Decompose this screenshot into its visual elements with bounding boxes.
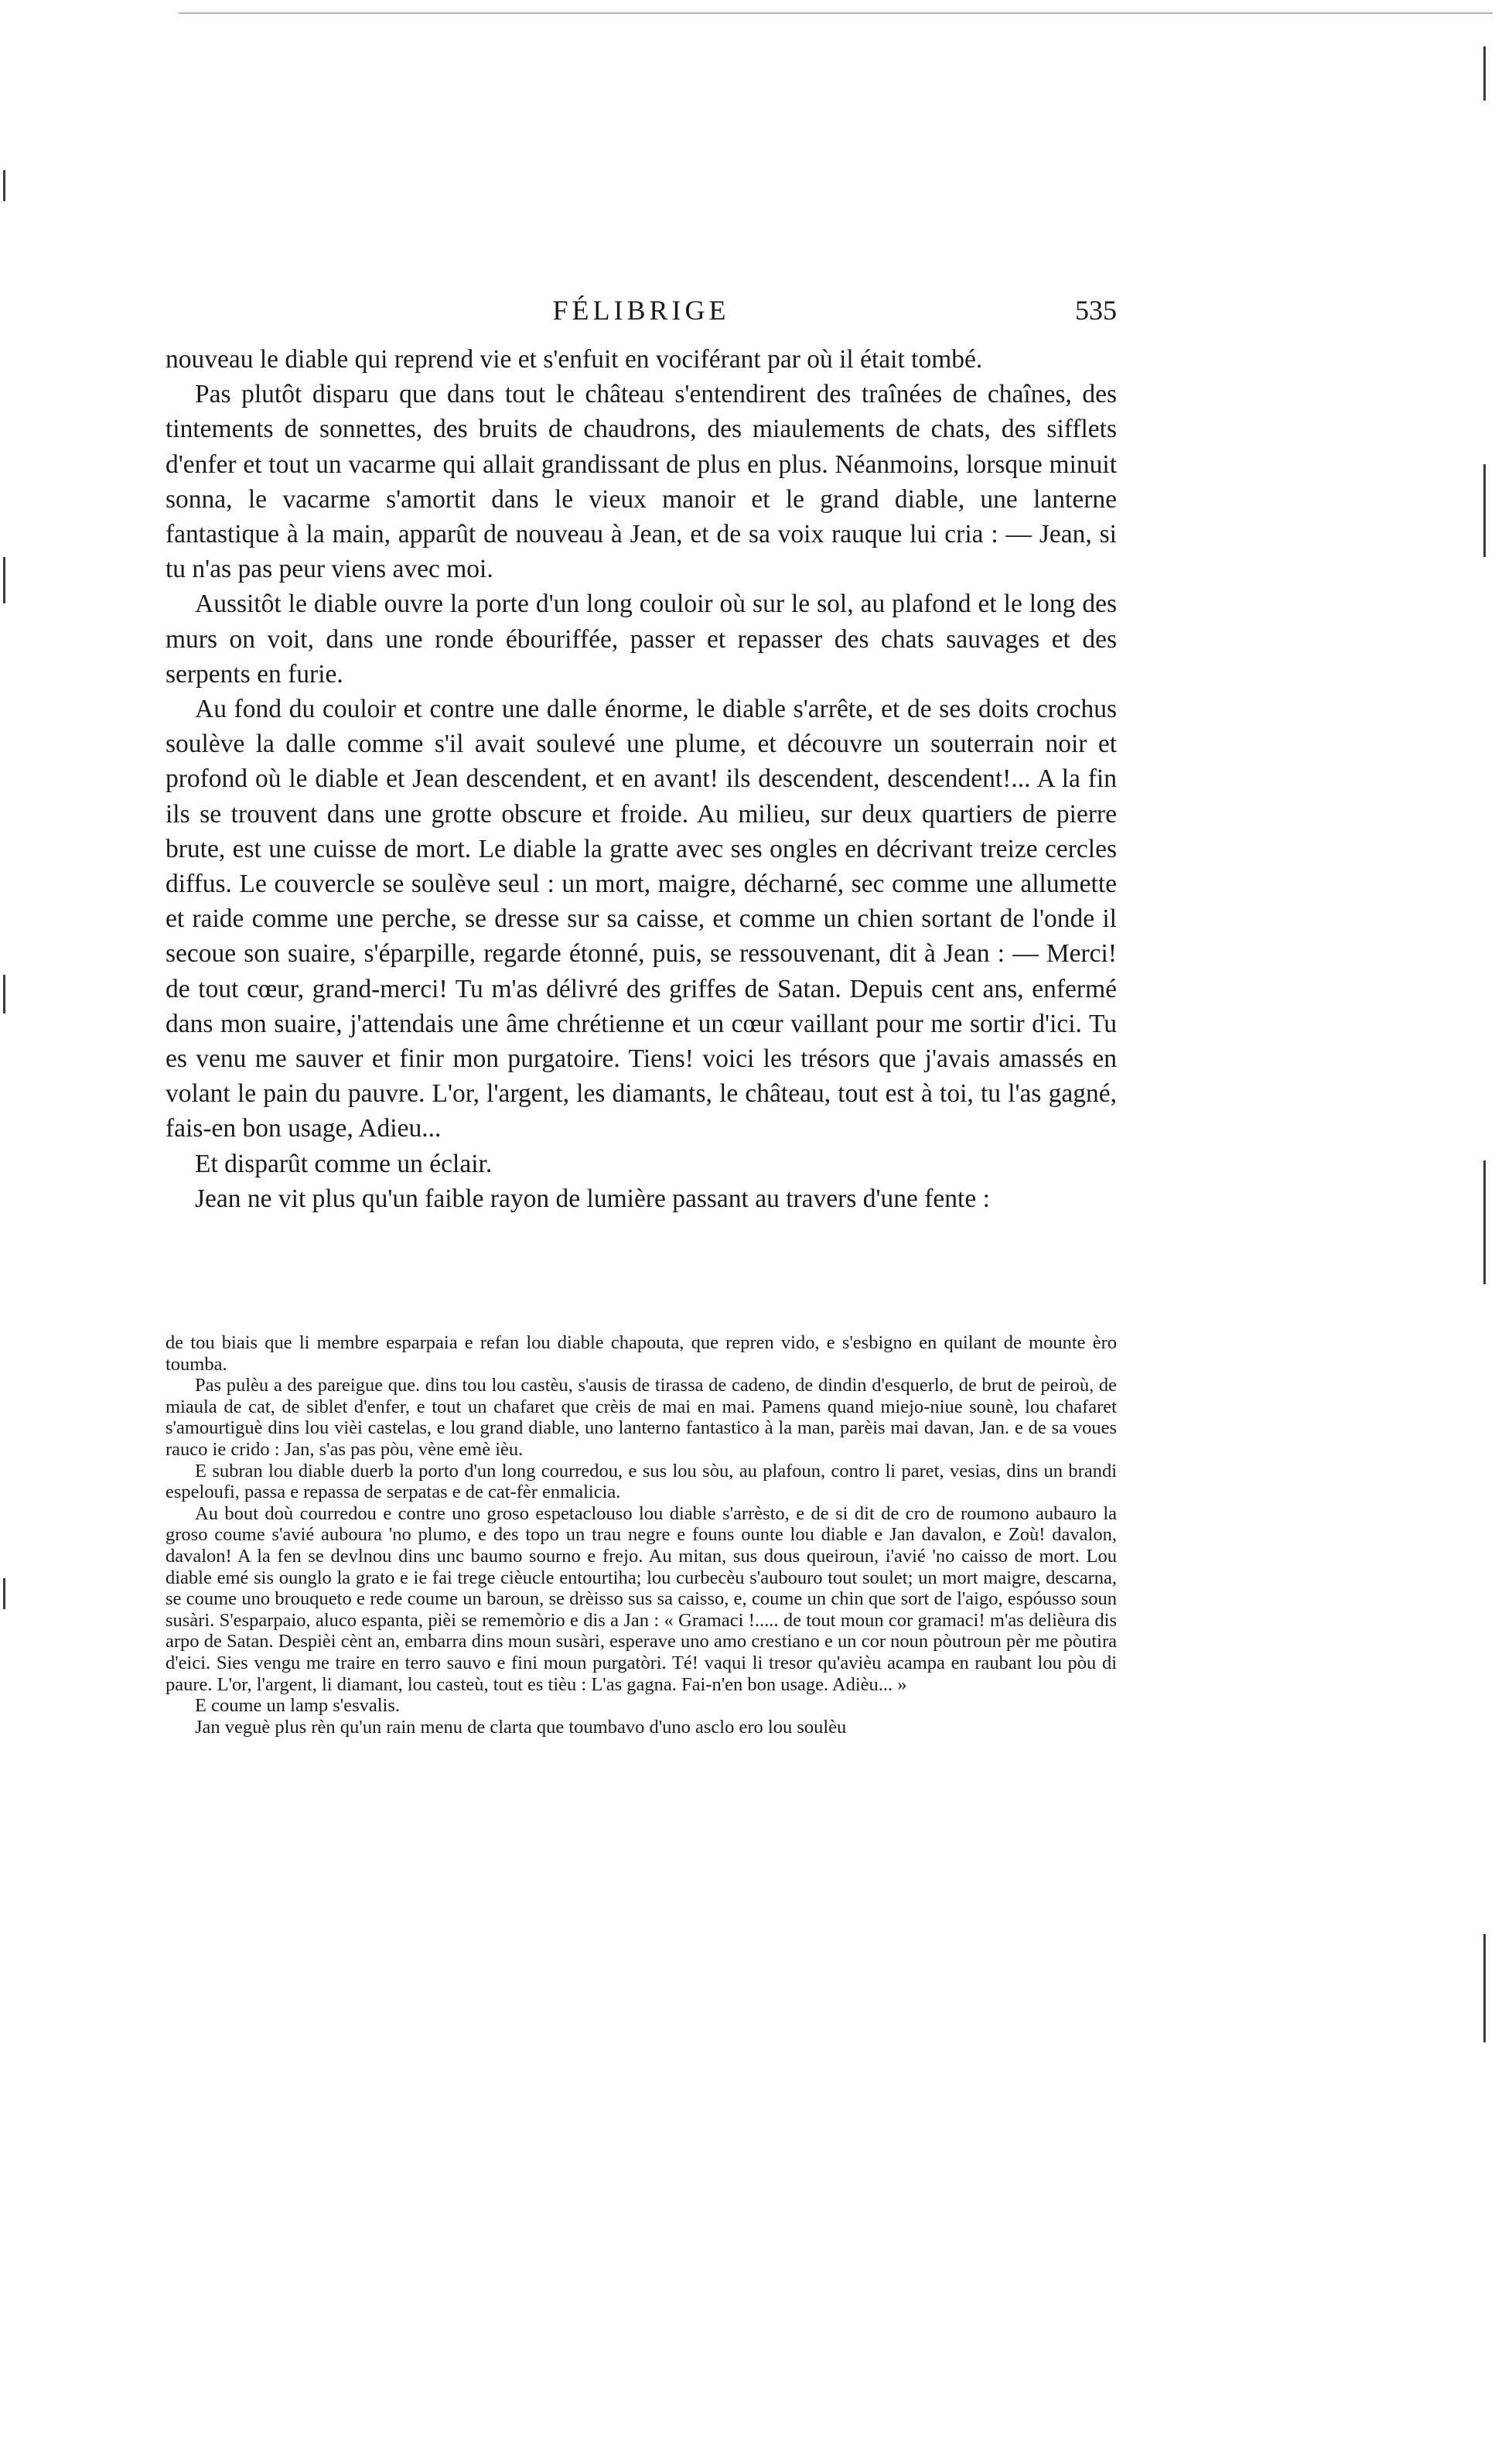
scan-edge-mark: [1483, 46, 1486, 101]
paragraph: Et disparût comme un éclair.: [195, 1149, 493, 1178]
paragraph: Aussitôt le diable ouvre la porte d'un long couloir où sur le sol, au plafond et le long des murs on voit, dans une ronde ébouriffée, passer et repasser des chats sauvages et des serpents en furie.: [166, 590, 1117, 689]
paragraph: Jan veguè plus rèn qu'un rain menu de clarta que toumbavo d'uno asclo ero lou soulèu: [195, 1716, 847, 1738]
page-number: 535: [1075, 295, 1117, 326]
paragraph: Pas plutôt disparu que dans tout le château s'entendirent des traînées de chaînes, des tintements de sonnettes, des bruits de chaudrons, des miaulements de chats, des sifflets d'enfer et tout un vacarme qui allait grandissant de plus en plus. Néanmoins, lorsque minuit sonna, le vacarme s'amortit dans le vieux manoir et le grand diable, une lanterne fantastique à la main, apparût de nouveau à Jean, et de sa voix rauque lui cria : — Jean, si tu n'as pas peur viens avec moi.: [166, 380, 1117, 584]
paragraph: Au bout doù courredou e contre uno groso espetaclouso lou diable s'arrèsto, e de si dit de cro de roumono aubauro la groso coume s'avié auboura 'no plumo, e des topo un trau negre e founs ounte lou diable e Jan davalon, e Zoù! davalon, davalon! A la fen se devlnou dins unc baumo sourno e frejo. Au mitan, sus dous queiroun, i'avié 'no caisso de mort. Lou diable emé sis ounglo la grato e ie fai trege cièucle entourtiha; lou curbecèu s'aubouro tout soulet; un mort maigre, descarna, se coume uno brouqueto e rede coume un baroun, se drèisso sus sa caisso, e, coume un chin que sort de l'aigo, espóusso soun susàri. S'esparpaio, aluco espanta, pièi se rememòrio e dis a Jan : « Gramaci !..... de tout moun cor gramaci! m'as delièura dis arpo de Satan. Despièi cènt an, embarra dins moun susàri, esperave uno amo crestiano e un cor noun pòutroun pèr me pòutira d'eici. Sies vengu me traire en terro sauvo e fini moun purgatòri. Té! vaqui li tresor qu'avièu acampa en raubant lou pòu di paure. L'or, l'argent, li diamant, lou casteù, tout es tièu : L'as gagna. Fai-n'en bon usage. Adièu... »: [166, 1502, 1117, 1695]
paragraph: E coume un lamp s'esvalis.: [195, 1695, 401, 1717]
paragraph: Au fond du couloir et contre une dalle énorme, le diable s'arrête, et de ses doits crochus soulève la dalle comme s'il avait soulevé une plume, et découvre un souterrain noir et profond où le diable et Jean descendent, et en avant! ils descendent, descendent!... A la fin ils se trouvent dans une grotte obscure et froide. Au milieu, sur deux quartiers de pierre brute, est une cuisse de mort. Le diable la gratte avec ses ongles en décrivant treize cercles diffus. Le couvercle se soulève seul : un mort, maigre, décharné, sec comme une allumette et raide comme une perche, se dresse sur sa caisse, et comme un chien sortant de l'onde il secoue son suaire, s'éparpille, regarde étonné, puis, se ressouvenant, dit à Jean : — Merci! de tout cœur, grand-merci! Tu m'as délivré des griffes de Satan. Depuis cent ans, enfermé dans mon suaire, j'attendais une âme chrétienne et un cœur vaillant pour me sortir d'ici. Tu es venu me sauver et finir mon purgatoire. Tiens! voici les trésors que j'avais amassés en volant le pain du pauvre. L'or, l'argent, les diamants, le château, tout est à toi, tu l'as gagné, fais-en bon usage, Adieu...: [166, 695, 1117, 1143]
page-header: [166, 288, 1117, 334]
scan-edge-mark: [3, 1578, 5, 1609]
provencal-original-notes: [166, 1332, 1117, 1738]
scan-top-rule: [178, 12, 1493, 14]
scan-edge-mark: [3, 557, 5, 603]
paragraph: Jean ne vit plus qu'un faible rayon de lumière passant au travers d'une fente :: [195, 1184, 990, 1213]
scan-edge-mark: [1483, 464, 1486, 557]
scan-edge-mark: [3, 170, 5, 201]
paragraph: nouveau le diable qui reprend vie et s'enfuit en vociférant par où il était tombé.: [166, 345, 983, 374]
paragraph: de tou biais que li membre esparpaia e refan lou diable chapouta, que repren vido, e s'esbigno en quilant de mounte èro toumba.: [166, 1332, 1117, 1375]
scan-edge-mark: [1483, 1160, 1486, 1284]
paragraph: Pas pulèu a des pareigue que. dins tou lou castèu, s'ausis de tirassa de cadeno, de dindin d'esquerlo, de brut de peiroù, de miaula de cat, de siblet d'enfer, e tout un chafaret que crèis de mai en mai. Pamens quand miejo-niue sounè, lou chafaret s'amourtiguè dins lou vièi castelas, e lou grand diable, uno lanterno fantastico à la man, parèis mai davan, Jan. e de sa voues rauco ie crido : Jan, s'as pas pòu, vène emè ièu.: [166, 1375, 1117, 1460]
paragraph: E subran lou diable duerb la porto d'un long courredou, e sus lou sòu, au plafoun, contro li paret, vesias, dins un brandi espeloufi, passa e repassa de serpatas e de cat-fèr enmalicia.: [166, 1460, 1117, 1503]
french-translation-text: [166, 342, 1117, 1216]
running-title: FÉLIBRIGE: [552, 295, 730, 326]
scan-edge-mark: [1483, 1934, 1486, 2042]
scan-edge-mark: [3, 975, 5, 1013]
